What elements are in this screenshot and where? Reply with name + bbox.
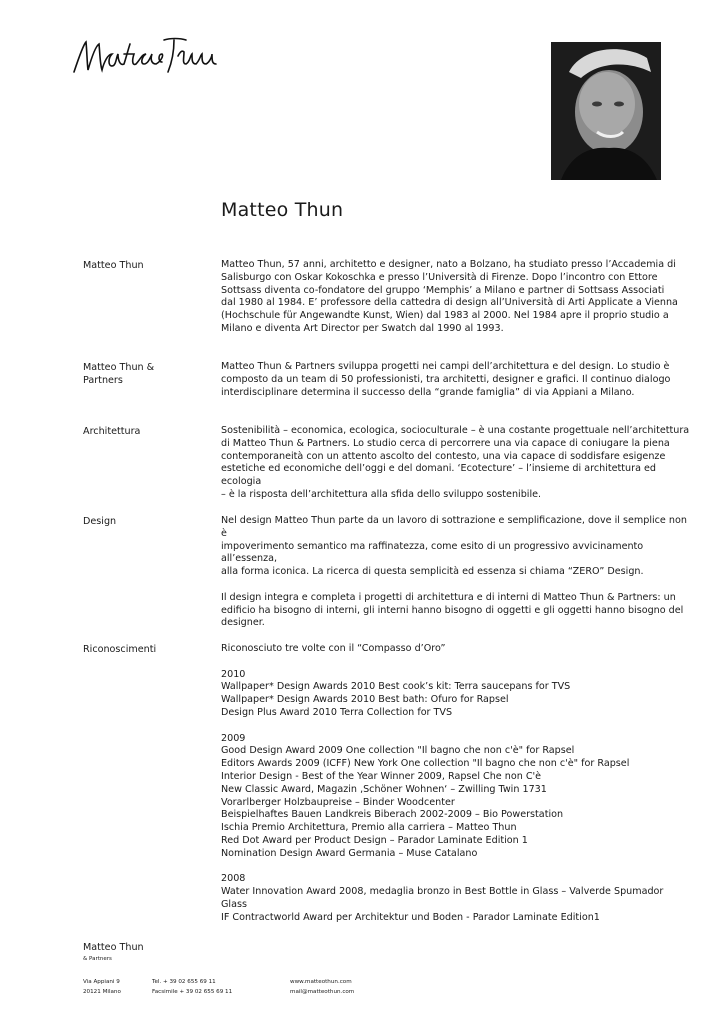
design-text [221,515,691,630]
award-item: Interior Design - Best of the Year Winner 2009, Rapsel Che non C'è [221,770,542,782]
text-line: interdisciplinare determina il successo della “grande famiglia” di via Appiani a Milano. [221,386,635,398]
email-link[interactable]: mail@matteothun.com [290,989,355,995]
award-item: Wallpaper* Design Awards 2010 Best cook’s kit: Terra saucepans for TVS [221,681,571,693]
text-line: edificio ha bisogno di interni, gli interni hanno bisogno di oggetti e gli oggetti hanno bisogno del [221,604,684,616]
address-line: 20121 Milano [83,989,121,995]
award-item: Water Innovation Award 2008, medaglia bronzo in Best Bottle in Glass – Valverde Spumador Glass [221,886,664,910]
section-label-awards: Riconoscimenti [83,644,157,655]
footer-contact [290,977,354,997]
text-line: di Matteo Thun & Partners. Lo studio cerca di percorrere una via capace di coniugare la piena [221,437,670,449]
award-item: Vorarlberger Holzbaupreise – Binder Woodcenter [221,796,455,808]
award-item: Nomination Design Award Germania – Muse Catalano [221,847,478,859]
text-line: – è la risposta dell’architettura alla sfida dello sviluppo sostenibile. [221,488,542,500]
address-line: Via Appiani 9 [83,979,120,985]
text-line: dal 1980 al 1984. E’ professore della cattedra di design all’Università di Arti Applicate a Vienna [221,297,678,309]
award-year: 2010 [221,668,246,680]
text-line: Nel design Matteo Thun parte da un lavoro di sottrazione e semplificazione, dove il semplice non è [221,515,687,539]
portrait-photo [551,42,661,180]
text-line: impoverimento semantico ma raffinatezza, come esito di un progressivo avvicinamento all’essenza, [221,540,644,565]
award-item: Good Design Award 2009 One collection "Il bagno che non c'è" for Rapsel [221,745,575,757]
section-label-design: Design [83,516,117,527]
text-line: contemporaneità con un attento ascolto del contesto, una via capace di soddisfare esigenze [221,450,666,462]
text-line: Matteo Thun, 57 anni, architetto e designer, nato a Bolzano, ha studiato presso l’Accademia di [221,259,676,270]
bio-text [221,259,691,336]
text-line: designer. [221,617,265,629]
footer-brand: Matteo Thun [83,942,144,953]
award-year: 2008 [221,873,246,885]
award-item: Editors Awards 2009 (ICFF) New York One collection "Il bagno che non c'è" for Rapsel [221,758,630,770]
text-line: Il design integra e completa i progetti di architettura e di interni di Matteo Thun & Partners: un [221,591,676,603]
text-line: Sostenibilità – economica, ecologica, socioculturale – è una costante progettuale nell’architettura [221,425,690,436]
section-label-partners [83,361,193,387]
award-item: Wallpaper* Design Awards 2010 Best bath: Ofuro for Rapsel [221,694,509,706]
award-item: New Classic Award, Magazin ‚Schöner Wohnen‘ – Zwilling Twin 1731 [221,783,547,795]
award-item: Red Dot Award per Product Design – Parador Laminate Edition 1 [221,834,528,846]
signature-logo [70,32,220,80]
footer-address [83,977,121,997]
award-year: 2009 [221,732,246,744]
awards-intro: Riconosciuto tre volte con il “Compasso d’Oro” [221,643,446,654]
text-line: (Hochschule für Angewandte Kunst, Wien) dal 1983 al 2000. Nel 1984 apre il proprio studio a [221,310,669,322]
text-line: Sottsass diventa co-fondatore del gruppo ‘Memphis’ a Milano e partner di Sottsass Associati [221,284,665,296]
award-item: IF Contractworld Award per Architektur und Boden - Parador Laminate Edition1 [221,911,600,923]
website-link[interactable]: www.matteothun.com [290,979,352,985]
label-line: Partners [83,375,123,386]
award-item: Ischia Premio Architettura, Premio alla carriera – Matteo Thun [221,822,517,834]
text-line: composto da un team di 50 professionisti, tra architetti, designer e grafici. Il continuo dialogo [221,373,671,385]
label-line: Matteo Thun & [83,362,155,373]
text-line: Salisburgo con Oskar Kokoschka e presso l’Università di Firenze. Dopo l’incontro con Ettore [221,271,658,283]
fax-line: Facsimile + 39 02 655 69 11 [152,989,233,995]
section-label-architecture: Architettura [83,426,141,437]
partners-text [221,361,691,399]
page-title: Matteo Thun [221,199,344,221]
text-line: alla forma iconica. La ricerca di questa semplicità ed essenza si chiama “ZERO” Design. [221,566,644,578]
phone-line: Tel. + 39 02 655 69 11 [152,979,216,985]
awards-text [221,643,691,925]
footer-subbrand: & Partners [83,956,112,962]
footer-phone [152,977,232,997]
text-line: estetiche ed economiche dell’oggi e del domani. ‘Ecotecture’ – l’insieme di architettura ed ecologia [221,463,656,488]
award-item: Design Plus Award 2010 Terra Collection for TVS [221,706,453,718]
award-item: Beispielhaftes Bauen Landkreis Biberach 2002-2009 – Bio Powerstation [221,809,564,821]
text-line: Matteo Thun & Partners sviluppa progetti nei campi dell’architettura e del design. Lo studio è [221,361,670,372]
architecture-text [221,425,691,502]
section-label-bio: Matteo Thun [83,260,144,271]
text-line: Milano e diventa Art Director per Swatch dal 1990 al 1993. [221,322,504,334]
